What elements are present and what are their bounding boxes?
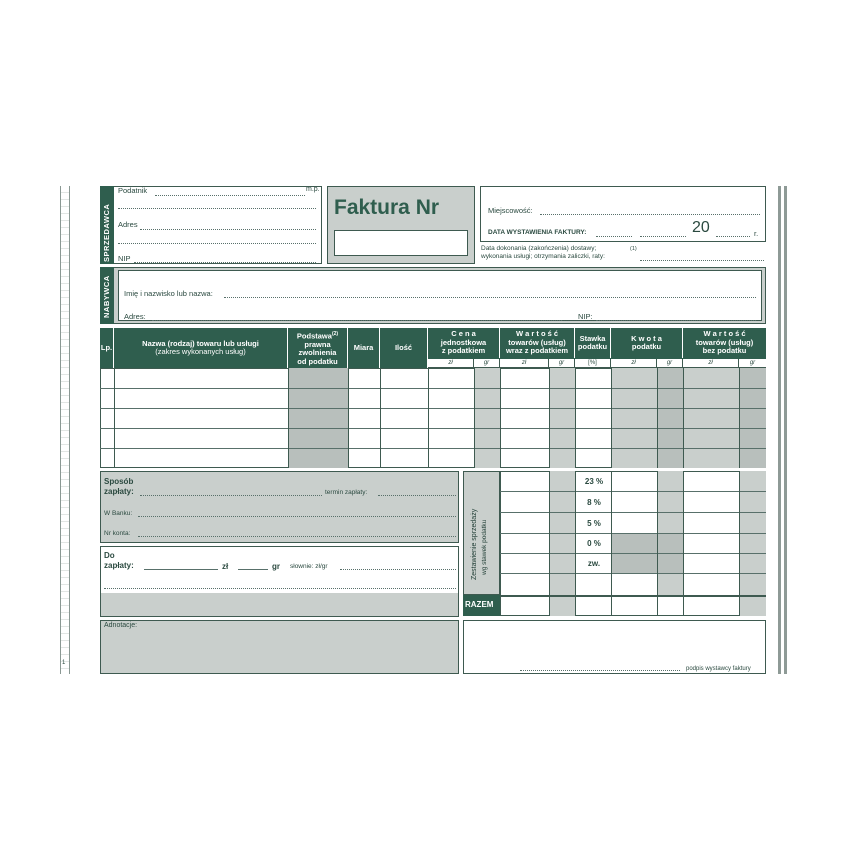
col-kwota-gr-gray [657,368,683,468]
header-kwota-2: podatku [631,342,662,351]
header-stawka-2: podatku [577,342,608,351]
header-miara [348,328,380,368]
col-line-kwota-zl [657,368,658,468]
issue-date-label: DATA WYSTAWIENIA FAKTURY: [488,229,587,236]
amount-due-zl: zł [222,562,229,571]
header-stawka-1: Stawka [579,333,606,343]
invoice-title: Faktura Nr [334,196,440,219]
sum-row-3 [500,533,766,534]
amount-words-field[interactable] [340,561,456,570]
sub-netto-gr: gr [739,359,766,368]
col-line-podstawa [348,368,349,468]
header-podstawa-1-text: Podstawa [296,331,332,341]
seller-side-label: SPRZEDAWCA [102,203,111,262]
amount-due-label-1: Do [104,551,115,560]
issue-month-line[interactable] [640,236,686,237]
header-lp-text: Lp. [100,342,113,352]
col-line-cena-zl [474,368,475,468]
col-line-wart-zl [549,368,550,468]
seller-line-4[interactable] [118,243,316,244]
col-netto-gr-gray [739,368,766,468]
col-line-lp [114,368,115,468]
header-podstawa-sup: (2) [331,330,339,337]
row-line-4 [100,448,766,449]
col-line-nazwa [288,368,289,468]
header-lp [100,328,114,368]
amount-due-zl-field[interactable] [144,561,218,570]
sum-row-2 [500,512,766,513]
right-bar-2 [784,186,787,674]
row-line-1 [100,388,766,389]
buyer-side-label: NABYWCA [102,275,111,318]
row-line-2 [100,408,766,409]
seller-mp-label: m.p. [306,186,320,193]
payment-term-label: termin zapłaty: [325,489,368,496]
left-margin-strip [60,186,70,674]
header-cena-2: jednostkowa [440,337,487,347]
header-netto-1: W a r t o ś ć [703,329,746,339]
place-label: Miejscowość: [488,206,533,215]
right-bar-1 [778,186,781,674]
col-cena-gr-gray [474,368,500,468]
rate-5: 5 % [587,519,601,528]
amount-due-gr: gr [272,562,280,571]
header-wartosc [500,328,575,358]
delivery-date-footnote: (1) [630,246,637,252]
col-line-wart [575,368,576,468]
header-ilosc [380,328,428,368]
sub-kwota-gr: gr [657,359,683,368]
col-wartosc-gr-gray [549,368,575,468]
account-label: Nr konta: [104,530,131,537]
invoice-number-field[interactable] [334,230,468,256]
sum-col-5 [683,471,684,616]
rate-23: 23 % [584,477,604,486]
buyer-name-label: Imię i nazwisko lub nazwa: [124,289,213,298]
header-netto-3: bez podatku [702,346,747,356]
header-podstawa-2: prawna [304,339,331,349]
summary-razem-label: RAZEM [465,600,494,609]
sub-kwota-zl: zł [611,359,657,368]
header-netto [683,328,766,358]
sum-col-6 [739,471,740,616]
buyer-address-line[interactable] [152,320,562,321]
buyer-nip-label: NIP: [578,312,593,321]
amount-words-label: słownie: zł/gr [290,563,328,570]
delivery-date-label-2: wykonania usługi; otrzymania zaliczki, raty: [481,253,605,260]
delivery-date-label-1: Data dokonania (zakończenia) dostawy; [481,245,597,252]
summary-side-label-1: Zestawienie sprzedaży [471,508,478,580]
header-wartosc-3: wraz z podatkiem [505,346,569,356]
delivery-date-line[interactable] [640,260,764,261]
payment-method-label-1: Sposób [104,477,134,486]
sum-col-1 [549,471,550,616]
account-field[interactable] [138,528,456,537]
col-podstawa-gray [288,368,348,468]
col-line-cena [500,368,501,468]
buyer-nip-line[interactable] [596,320,756,321]
col-line-netto-zl [739,368,740,468]
buyer-address-label: Adres: [124,312,146,321]
header-wartosc-1: W a r t o ś ć [515,329,559,339]
col-line-stawka [611,368,612,468]
seller-nip-line[interactable] [134,262,316,263]
sum-col-4 [657,471,658,616]
amount-due-gr-field[interactable] [238,561,268,570]
sub-cena-zl: zł [428,359,474,368]
header-netto-2: towarów (usług) [695,337,754,347]
col-line-ilosc [428,368,429,468]
header-nazwa-text: Nazwa (rodzaj) towaru lub usługi [142,338,259,348]
sub-wartosc-zl: zł [500,359,549,368]
sum-col-3 [611,471,612,616]
header-nazwa-sub: (zakres wykonanych usług) [155,347,246,356]
seller-nip-label: NIP [118,254,131,263]
issue-year-prefix: 20 [692,219,710,236]
amount-due-gray-strip [101,593,458,616]
rate-0: 0 % [587,539,601,548]
header-podstawa-4: od podatku [297,356,338,366]
signature-line [520,670,680,671]
annotations-box[interactable] [100,620,459,674]
margin-code: 1 [62,660,66,666]
sum-row-4 [500,553,766,554]
header-wartosc-2: towarów (usług) [508,337,566,347]
payment-method-field[interactable] [140,487,322,496]
issue-day-line[interactable] [596,236,632,237]
bank-field[interactable] [138,508,456,517]
summary-side-label-2: wg stawek podatku [481,519,488,575]
seller-line-2[interactable] [118,208,316,209]
issue-year-suffix: r. [754,229,759,238]
header-kwota [611,328,683,358]
rate-8: 8 % [587,498,601,507]
amount-words-line-2[interactable] [104,588,456,589]
header-kwota-1: K w o t a [631,333,662,343]
payment-term-field[interactable] [378,487,456,496]
sub-stawka-pct: [%] [575,359,611,368]
sum-col-2 [575,471,576,616]
issue-year-line[interactable] [716,236,750,237]
sum-row-1 [500,491,766,492]
header-miara-text: Miara [353,342,374,352]
annotations-label: Adnotacje: [104,622,138,629]
header-podstawa-3: zwolnienia [298,348,337,358]
sum-row-6 [500,595,766,597]
rate-zw: zw. [587,559,601,568]
sub-netto-zl: zł [683,359,739,368]
header-ilosc-text: Ilość [394,342,413,352]
seller-adres-line[interactable] [140,229,316,230]
seller-podatnik-line[interactable] [155,195,305,196]
sub-wartosc-gr: gr [549,359,575,368]
buyer-inner [118,270,762,321]
amount-due-label-2: zapłaty: [104,561,134,570]
header-cena-1: C e n a [451,329,476,339]
bank-label: W Banku: [104,510,133,517]
seller-adres-label: Adres [118,220,138,229]
seller-podatnik-label: Podatnik [118,186,148,195]
header-nazwa [114,328,288,368]
header-podstawa [288,328,348,368]
col-line-kwota [683,368,684,468]
header-cena-3: z podatkiem [441,346,486,356]
signature-label: podpis wystawcy faktury [686,666,751,672]
row-line-3 [100,428,766,429]
buyer-name-line[interactable] [224,297,756,298]
payment-method-label-2: zapłaty: [104,487,134,496]
header-cena [428,328,500,358]
sub-cena-gr: gr [474,359,500,368]
place-line[interactable] [540,214,760,215]
header-stawka [575,328,611,358]
sum-row-5 [500,573,766,574]
col-line-miara [380,368,381,468]
